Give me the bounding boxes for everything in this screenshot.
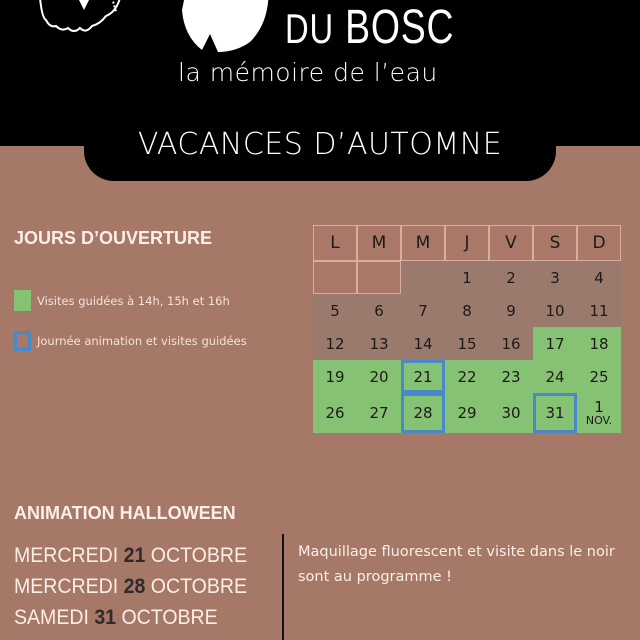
calendar-day-open <box>577 327 621 360</box>
banner-title-tab <box>84 110 556 181</box>
calendar-day <box>577 261 621 294</box>
calendar-day <box>313 294 357 327</box>
day-number: 3 <box>550 268 560 287</box>
day-number: 29 <box>457 404 477 422</box>
calendar-day <box>357 261 401 294</box>
calendar-day-open <box>533 360 577 393</box>
calendar-day <box>357 327 401 360</box>
weekday-header: M <box>401 225 445 261</box>
weekday-header: L <box>313 225 357 261</box>
calendar-day-open <box>445 393 489 433</box>
legend-label: Journée animation et visites guidées <box>37 334 247 348</box>
day-number: 15 <box>457 334 477 353</box>
calendar-day-open <box>489 360 533 393</box>
day-number: 28 <box>413 404 433 422</box>
calendar-day-animation <box>401 393 445 433</box>
day-number: 12 <box>325 334 345 353</box>
calendar-day <box>489 327 533 360</box>
opening-days-title: JOURS D’OUVERTURE <box>14 228 213 248</box>
calendar-day <box>401 294 445 327</box>
logo-wordmark <box>285 2 454 55</box>
day-number: 16 <box>501 334 521 353</box>
green-swatch-icon <box>14 290 31 311</box>
day-number: 30 <box>501 404 521 422</box>
day-number: 22 <box>457 367 477 386</box>
day-number: 13 <box>369 334 389 353</box>
day-number: 2 <box>506 268 516 287</box>
day-number: 1 <box>462 268 472 287</box>
day-number: 9 <box>506 301 516 320</box>
event-date: MERCREDI 28 OCTOBRE <box>14 575 247 598</box>
day-number: 20 <box>369 367 389 386</box>
banner-title: VACANCES D’AUTOMNE <box>137 127 503 162</box>
legend-animation-day <box>14 331 247 351</box>
blue-outline-swatch-icon <box>14 331 31 351</box>
calendar-day <box>401 261 445 294</box>
legend-guided-visits <box>14 290 230 311</box>
calendar-day-open <box>577 393 621 433</box>
event-date: SAMEDI 31 OCTOBRE <box>14 606 218 629</box>
calendar-day-open <box>357 393 401 433</box>
day-number: 24 <box>545 367 565 386</box>
legend-label: Visites guidées à 14h, 15h et 16h <box>37 293 230 308</box>
calendar-day-open <box>489 393 533 433</box>
day-number: 7 <box>418 301 428 320</box>
day-number: 11 <box>589 301 609 320</box>
calendar-day <box>489 294 533 327</box>
weekday-header: D <box>577 225 621 261</box>
day-number: 8 <box>462 301 472 320</box>
calendar-day-open <box>533 327 577 360</box>
calendar-day <box>445 261 489 294</box>
calendar-day <box>533 294 577 327</box>
calendar-day <box>445 327 489 360</box>
halloween-description: Maquillage fluorescent et visite dans le noir sont au programme ! <box>298 544 615 585</box>
day-number: 1 <box>594 398 604 416</box>
day-number: 23 <box>501 367 521 386</box>
calendar-day <box>313 261 357 294</box>
calendar-day-open <box>357 360 401 393</box>
day-number: 4 <box>594 268 604 287</box>
water-drop-logo-icon <box>180 0 272 56</box>
calendar-day <box>489 261 533 294</box>
day-number: 26 <box>325 404 345 422</box>
logo-bosc: BOSC <box>345 1 455 54</box>
day-number: 5 <box>330 301 340 320</box>
tagline: la mémoire de l’eau <box>178 58 438 87</box>
day-number: 27 <box>369 404 389 422</box>
calendar-day <box>401 327 445 360</box>
calendar-day-animation <box>401 360 445 393</box>
weekday-header: S <box>533 225 577 261</box>
day-number: 10 <box>545 301 565 320</box>
calendar-day-open <box>313 393 357 433</box>
calendar-day <box>577 294 621 327</box>
day-number: 19 <box>325 367 345 386</box>
calendar-day-animation <box>533 393 577 433</box>
halloween-title: ANIMATION HALLOWEEN <box>14 503 236 523</box>
month-label: NOV. <box>585 414 613 427</box>
day-number: 6 <box>374 301 384 320</box>
halloween-dates <box>14 540 265 633</box>
weekday-header: V <box>489 225 533 261</box>
event-date: MERCREDI 21 OCTOBRE <box>14 544 247 567</box>
calendar-day <box>445 294 489 327</box>
calendar-day-open <box>577 360 621 393</box>
calendar-day-open <box>445 360 489 393</box>
day-number: 25 <box>589 367 609 386</box>
weekday-header: M <box>357 225 401 261</box>
day-number: 17 <box>545 334 565 353</box>
day-number: 21 <box>413 367 433 386</box>
calendar-day <box>313 327 357 360</box>
calendar-day <box>357 294 401 327</box>
calendar-day <box>533 261 577 294</box>
day-number: 14 <box>413 334 433 353</box>
calendar-day-open <box>313 360 357 393</box>
weekday-header: J <box>445 225 489 261</box>
day-number: 18 <box>589 334 609 353</box>
day-number: 31 <box>545 404 565 422</box>
ghost-icon <box>36 0 128 46</box>
logo-du: DU <box>285 5 334 52</box>
vertical-divider <box>282 534 284 640</box>
calendar-grid <box>313 225 621 433</box>
